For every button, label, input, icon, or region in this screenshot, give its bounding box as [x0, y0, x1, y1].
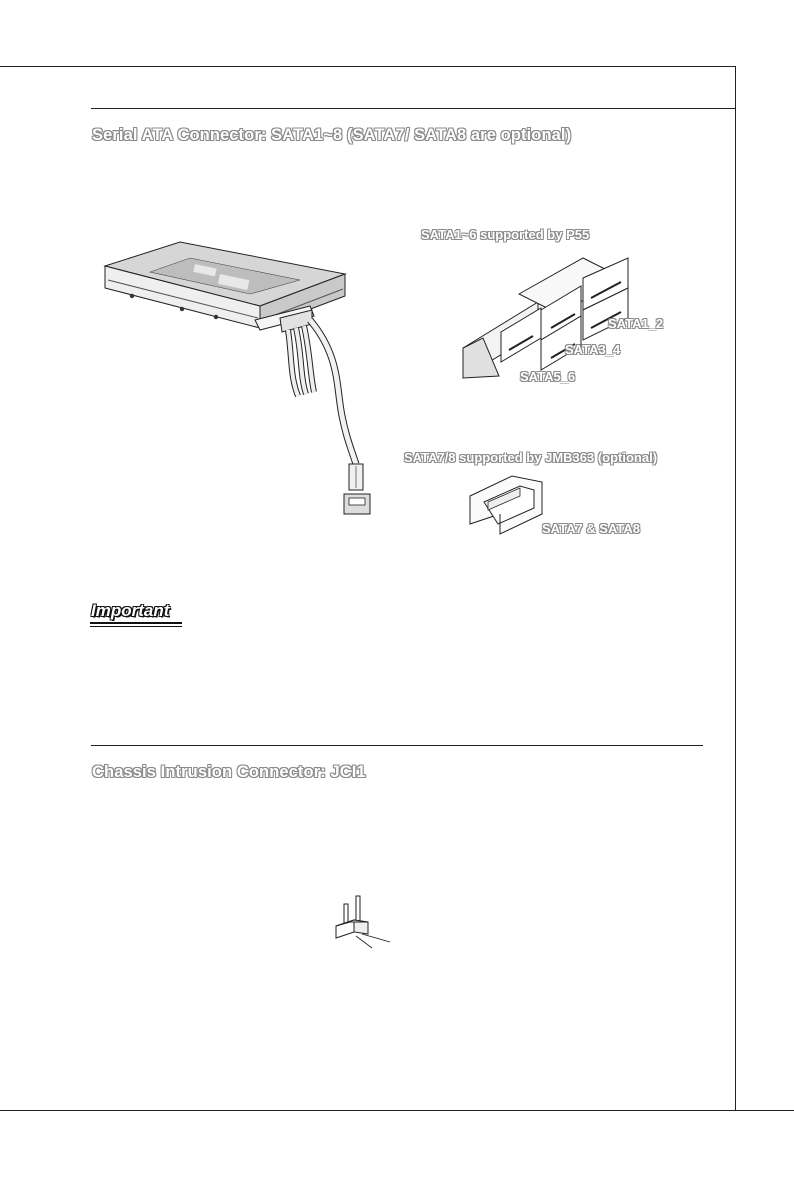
page-frame-bottom: [0, 1110, 794, 1111]
jci1-pin-header-illustration: [332, 892, 396, 956]
important-underline: [90, 622, 182, 624]
sata-section-rule: [91, 108, 736, 109]
chassis-section-rule: [91, 745, 703, 746]
port-label-sata5-6: SATA5_6: [520, 369, 576, 384]
important-underline-thin: [90, 626, 182, 627]
page-frame-right: [735, 66, 736, 1111]
chassis-section-title: Chassis Intrusion Connector: JCI1: [92, 763, 366, 781]
sata-section-title: Serial ATA Connector: SATA1~8 (SATA7/ SATA8 are optional): [92, 126, 572, 144]
sata-group1-caption: SATA1~6 supported by P55: [421, 227, 590, 242]
sata-group2-caption: SATA7/8 supported by JMB363 (optional): [404, 450, 658, 465]
sata-hard-drive-illustration: [100, 236, 390, 526]
port-label-sata3-4: SATA3_4: [565, 342, 621, 357]
port-label-sata7-8: SATA7 & SATA8: [542, 521, 640, 536]
important-note-label: Important: [91, 601, 170, 620]
page-frame-top: [0, 66, 736, 67]
sata7-8-connector-illustration: [468, 474, 544, 540]
port-label-sata1-2: SATA1_2: [608, 316, 664, 331]
